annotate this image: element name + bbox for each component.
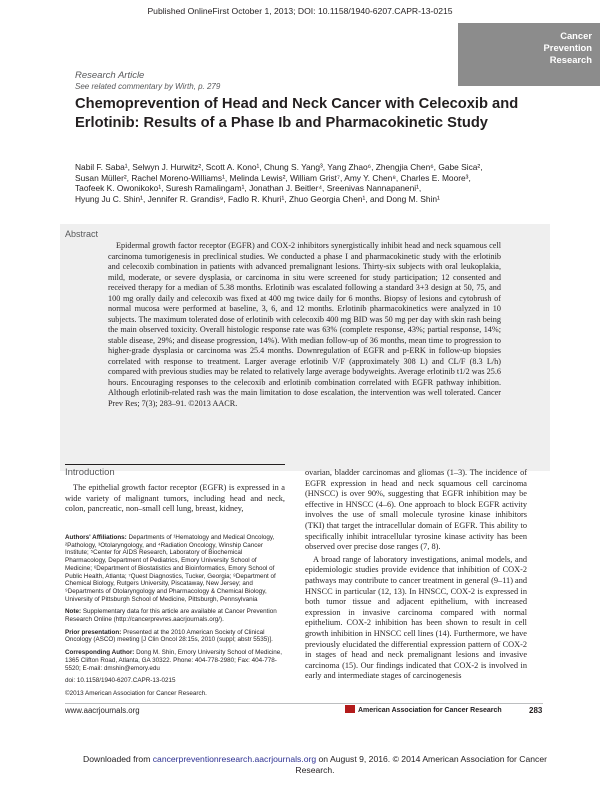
corresponding-author-label: Corresponding Author:	[65, 649, 135, 657]
prior-presentation-text: Presented at the 2010 American Society of Clinical Oncology (ASCO) meeting [J Clin Oncol 28:15s, 2010 (suppl; abstr 5535)].	[65, 628, 273, 644]
footer-divider	[65, 703, 543, 704]
corresponding-author-note	[65, 649, 285, 672]
related-commentary-note: See related commentary by Wirth, p. 279	[75, 82, 221, 91]
article-title: Chemoprevention of Head and Neck Cancer with Celecoxib and Erlotinib: Results of a Phase Ib and Pharmacokinetic Study	[75, 96, 519, 131]
author-line: Taofeek K. Owonikoko¹, Suresh Ramalingam¹, Jonathan J. Beitler⁴, Sreenivas Nannapaneni¹,	[75, 183, 422, 194]
journal-badge	[458, 23, 600, 86]
publisher-name: American Association for Cancer Research	[358, 707, 502, 714]
journal-badge-line2: Prevention	[543, 42, 592, 53]
prior-presentation-note	[65, 629, 285, 644]
abstract-heading: Abstract	[65, 229, 99, 239]
introduction-column-2	[305, 468, 527, 682]
affiliations-text: Departments of ¹Hematology and Medical Oncology, ²Pathology, ³Otolaryngology, and ⁴Radiation Oncology, Winship Cancer Institute; ⁵Center for AIDS Research, Laboratory of Biochemical Pharmacology, Department of Pediatrics, Emory University School of Medicine; ⁶Department of Biostatistics and Bioinformatics, Emory School of Public Health, Atlanta; ⁷Quest Diagnostics, Tucker, Georgia; ⁸Department of Chemical Biology, Rutgers University, Piscataway, New Jersey; and ⁹Departments of Otolaryngology and Pharmacology & Chemical Biology, University of Pittsburgh School of Medicine, Pittsburgh, Pennsylvania	[65, 534, 276, 603]
note-label: Note:	[65, 608, 82, 616]
section-divider	[65, 464, 285, 465]
download-prefix: Downloaded from	[83, 754, 153, 764]
author-line: Susan Müller², Rachel Moreno-Williams¹, Melinda Lewis², William Grist⁷, Amy Y. Chen⁸, Charles E. Moore³,	[75, 172, 471, 183]
abstract-body	[108, 241, 501, 409]
published-online-line: Published OnlineFirst October 1, 2013; DOI: 10.1158/1940-6207.CAPR-13-0215	[147, 6, 453, 16]
journal-badge-line3: Research	[549, 54, 592, 65]
supplementary-note	[65, 608, 285, 623]
introduction-heading: Introduction	[65, 467, 115, 478]
download-suffix: on August 9, 2016. © 2014 American Association for Cancer Research.	[295, 754, 547, 775]
doi-line: doi: 10.1158/1940-6207.CAPR-13-0215	[65, 677, 176, 685]
author-line: Hyung Ju C. Shin¹, Jennifer R. Grandis⁹, Fadlo R. Khuri¹, Zhuo Georgia Chen¹, and Dong M. Shin¹	[75, 193, 440, 204]
publisher-logo	[345, 705, 502, 714]
prior-presentation-label: Prior presentation:	[65, 628, 122, 636]
footer-journal-url[interactable]: www.aacrjournals.org	[65, 706, 140, 715]
introduction-paragraph: ovarian, bladder carcinomas and gliomas (1–3). The incidence of EGFR expression in head and neck squamous cell carcinoma (HNSCC) is over 90%, suggesting that EGFR inhibition may be effective in HNSCC (4–6). One approach to block EGFR activity involves the use of small molecule tyrosine kinase inhibitors (TKI) that target the intracellular domain of EGFR. This ability to specifically inhibit intracellular tyrosine kinase activity has been observed over precise dose ranges (7, 8).	[305, 468, 527, 552]
author-list	[75, 162, 555, 204]
page-number: 283	[529, 706, 543, 715]
article-type-label: Research Article	[75, 70, 145, 81]
aacr-logo-icon	[345, 705, 355, 713]
corresponding-author-text: Dong M. Shin, Emory University School of Medicine, 1365 Clifton Road, Atlanta, GA 30322. Phone: 404-778-2980; Fax: 404-778-5520; E-mail: dmshin@emory.edu	[65, 649, 283, 672]
affiliations-note	[65, 534, 285, 603]
note-text: Supplementary data for this article are available at Cancer Prevention Research Online (http://cancerprevres.aacrjournals.org/).	[65, 608, 277, 624]
author-line: Nabil F. Saba¹, Selwyn J. Hurwitz², Scott A. Kono¹, Chung S. Yang³, Yang Zhao⁶, Zhengjia Chen⁶, Gabe Sica²,	[75, 162, 483, 172]
download-link[interactable]: cancerpreventionresearch.aacrjournals.org	[152, 754, 317, 764]
abstract-text: Epidermal growth factor receptor (EGFR) and COX-2 inhibitors synergistically inhibit head and neck squamous cell carcinoma tumorigenesis in preclinical studies. We conducted a phase I and pharmacokinetic study with the erlotinib and celecoxib combination in patients with advanced premalignant lesions. Thirty-six subjects with oral leukoplakia, mild, moderate, or severe dysplasia, or carcinoma in situ were screened for study participation; 12 consented and received therapy for a median of 5.38 months. Erlotinib was escalated following a standard 3+3 design at 50, 75, and 100 mg orally daily and celecoxib was fixed at 400 mg twice daily for 6 months. Biopsy of lesions and cytobrush of normal mucosa were performed at baseline, 3, 6, and 12 months. Erlotinib pharmacokinetics were analyzed in 10 subjects. The maximum tolerated dose of erlotinib with celecoxib 400 mg BID was 50 mg per day with skin rash being the main observed toxicity. Overall histologic response rate was 63% (complete response, 43%; partial response, 14%; stable disease, 29%; and disease progression, 14%). With median follow-up of 36 months, mean time to progression to higher-grade dysplasia or carcinoma was 25.4 months. Downregulation of EGFR and p-ERK in follow-up biopsies correlated with response to treatment. Larger average erlotinib V/F (approximately 308 L) and CL/F (8.3 L/h) compared with previous studies may be related to relatively large average bodyweights. Average erlotinib t1/2 was 25.6 hours. Encouraging responses to the celecoxib and erlotinib combination correlated with EGFR pathway inhibition. Although erlotinib-related rash was the main limitation to dose escalation, the intervention was well tolerated. Cancer Prev Res; 7(3); 283–91. ©2013 AACR.	[108, 241, 501, 408]
article-notes	[65, 534, 285, 703]
copyright-line: ©2013 American Association for Cancer Research.	[65, 689, 207, 697]
affiliations-label: Authors' Affiliations:	[65, 534, 127, 541]
introduction-paragraph: A broad range of laboratory investigations, animal models, and epidemiologic studies provide evidence that inhibition of COX-2 pathways may contribute to cancer treatment in general (9–11) and HNSCC in particular (12, 13). In HNSCC, COX-2 is expressed in both tumor tissue and adjacent epithelium, with increased expression in invasive carcinoma compared with normal epithelium. COX-2 inhibition has been shown to result in cell growth inhibition in HNSCC cell lines (14). Furthermore, we have previously elucidated the differential expression pattern of COX-2 in stages of head and neck premalignant lesions and invasive carcinoma (15). Our findings indicated that COX-2 is involved in early and intermediate stages of carcinogenesis	[305, 554, 528, 681]
journal-badge-line1: Cancer	[560, 30, 592, 41]
download-notice	[65, 754, 565, 775]
introduction-column-1-text: The epithelial growth factor receptor (EGFR) is expressed in a wide variety of malignant tumors, including head and neck, colon, pancreatic, non–small cell lung, breast, kidney,	[65, 483, 285, 514]
